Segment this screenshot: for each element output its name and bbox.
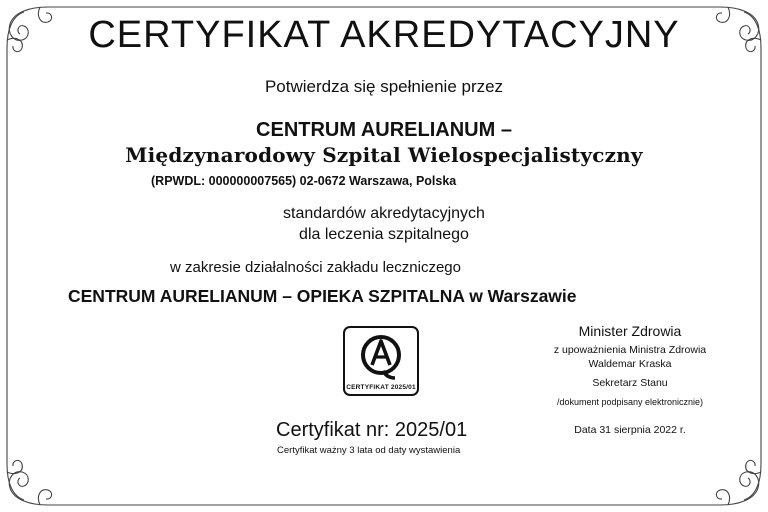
registration-info: (RPWDL: 000000007565) 02-0672 Warszawa, Polska	[151, 174, 457, 188]
signatory-position: Sekretarz Stanu	[592, 377, 668, 389]
accreditation-badge	[343, 326, 419, 396]
scope-text: w zakresie działalności zakładu leczniczego	[170, 259, 461, 276]
issue-date: Data 31 sierpnia 2022 r.	[574, 424, 686, 436]
certificate-title: CERTYFIKAT AKREDYTACYJNY	[88, 14, 680, 56]
standards-line-1: standardów akredytacyjnych	[283, 205, 485, 222]
certificate-number: Certyfikat nr: 2025/01	[276, 419, 468, 441]
signatory-name: Waldemar Kraska	[588, 358, 672, 370]
organization-name: CENTRUM AURELIANUM –	[256, 119, 512, 141]
signatory-authorization: z upoważnienia Ministra Zdrowia	[553, 344, 707, 356]
electronic-signature-note: /dokument podpisany elektronicznie)	[556, 397, 704, 407]
standards-line-2: dla leczenia szpitalnego	[299, 226, 469, 243]
badge-label: CERTYFIKAT 2025/01	[346, 384, 416, 391]
facility-name: CENTRUM AURELIANUM – OPIEKA SZPITALNA w Warszawie	[68, 286, 577, 306]
signatory-title: Minister Zdrowia	[578, 323, 682, 339]
confirmation-text: Potwierdza się spełnienie przez	[264, 77, 504, 96]
organization-subtitle: Międzynarodowy Szpital Wielospecjalistyczny	[125, 143, 643, 167]
accreditation-a-icon	[357, 332, 405, 382]
validity-note: Certyfikat ważny 3 lata od daty wystawienia	[277, 445, 461, 456]
